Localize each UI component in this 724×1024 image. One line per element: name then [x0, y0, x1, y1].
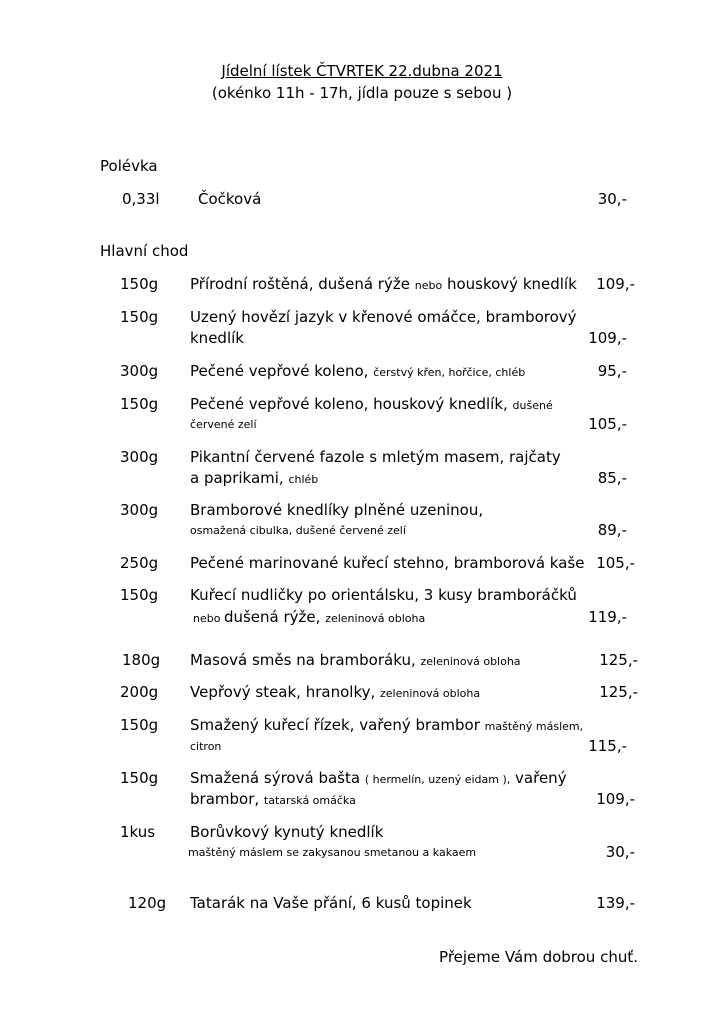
closing-greeting: Přejeme Vám dobrou chuť. [439, 948, 638, 966]
item-name: Uzený hovězí jazyk v křenové omáčce, bramborový [190, 308, 577, 326]
item-price: 109,- [588, 329, 627, 347]
item-qty: 1kus [120, 823, 156, 841]
soup-qty: 0,33l [122, 190, 160, 208]
item-name: Pikantní červené fazole s mletým masem, rajčaty [190, 448, 561, 466]
item-qty: 300g [120, 362, 159, 380]
item-name: Vepřový steak, hranolky, zeleninová obloha [190, 683, 481, 701]
item-price: 30,- [605, 843, 635, 861]
item-name: Pečené vepřové koleno, čerstvý křen, hořčice, chléb [190, 362, 526, 380]
item-qty: 150g [120, 395, 159, 413]
item-name-line2: maštěný máslem se zakysanou smetanou a kakaem [188, 846, 477, 859]
item-qty: 300g [120, 448, 159, 466]
main-heading: Hlavní chod [100, 242, 189, 260]
item-price: 115,- [588, 737, 627, 755]
item-name: Kuřecí nudličky po orientálsku, 3 kusy bramboráčků [190, 586, 577, 604]
item-name-line2: osmažená cibulka, dušené červené zelí [190, 524, 406, 537]
item-price: 95,- [597, 362, 627, 380]
item-name-line2: brambor, tatarská omáčka [190, 790, 356, 808]
item-qty: 300g [120, 501, 159, 519]
item-price: 105,- [588, 415, 627, 433]
item-name: Borůvkový kynutý knedlík [190, 823, 384, 841]
item-price: 139,- [596, 894, 635, 912]
item-name-line2: knedlík [190, 329, 244, 347]
item-name: Smažená sýrová bašta ( hermelín, uzený eidam ), vařený [190, 769, 567, 787]
soup-name: Čočková [198, 190, 262, 208]
item-price: 89,- [597, 521, 627, 539]
item-price: 105,- [596, 554, 635, 572]
item-qty: 250g [120, 554, 159, 572]
item-qty: 150g [120, 769, 159, 787]
item-qty: 150g [120, 716, 159, 734]
item-price: 85,- [597, 469, 627, 487]
item-qty: 150g [120, 275, 159, 293]
item-name-line2: a paprikami, chléb [190, 469, 319, 487]
item-qty: 120g [128, 894, 167, 912]
item-qty: 200g [120, 683, 159, 701]
item-price: 125,- [599, 683, 638, 701]
soup-heading: Polévka [100, 157, 158, 175]
item-price: 125,- [599, 651, 638, 669]
item-name-line2: nebo dušená rýže, zeleninová obloha [193, 608, 426, 626]
item-name: Smažený kuřecí řízek, vařený brambor maštěný máslem, [190, 716, 584, 734]
menu-subtitle: (okénko 11h - 17h, jídla pouze s sebou ) [211, 84, 513, 102]
item-price: 119,- [588, 608, 627, 626]
item-name: Masová směs na bramboráku, zeleninová obloha [190, 651, 521, 669]
item-name: Bramborové knedlíky plněné uzeninou, [190, 501, 484, 519]
item-name: Pečené marinované kuřecí stehno, bramborová kaše [190, 554, 585, 572]
item-qty: 150g [120, 586, 159, 604]
item-price: 109,- [596, 275, 635, 293]
item-name: Přírodní roštěná, dušená rýže nebo houskový knedlík [190, 275, 577, 293]
item-qty: 180g [122, 651, 161, 669]
item-name-line2: červené zelí [190, 418, 257, 431]
item-name: Pečené vepřové koleno, houskový knedlík, dušené [190, 395, 553, 413]
item-name: Tatarák na Vaše přání, 6 kusů topinek [190, 894, 472, 912]
item-price: 109,- [596, 790, 635, 808]
menu-title: Jídelní lístek ČTVRTEK 22.dubna 2021 [221, 62, 503, 80]
item-qty: 150g [120, 308, 159, 326]
item-name-line2: citron [190, 740, 222, 753]
soup-price: 30,- [597, 190, 627, 208]
